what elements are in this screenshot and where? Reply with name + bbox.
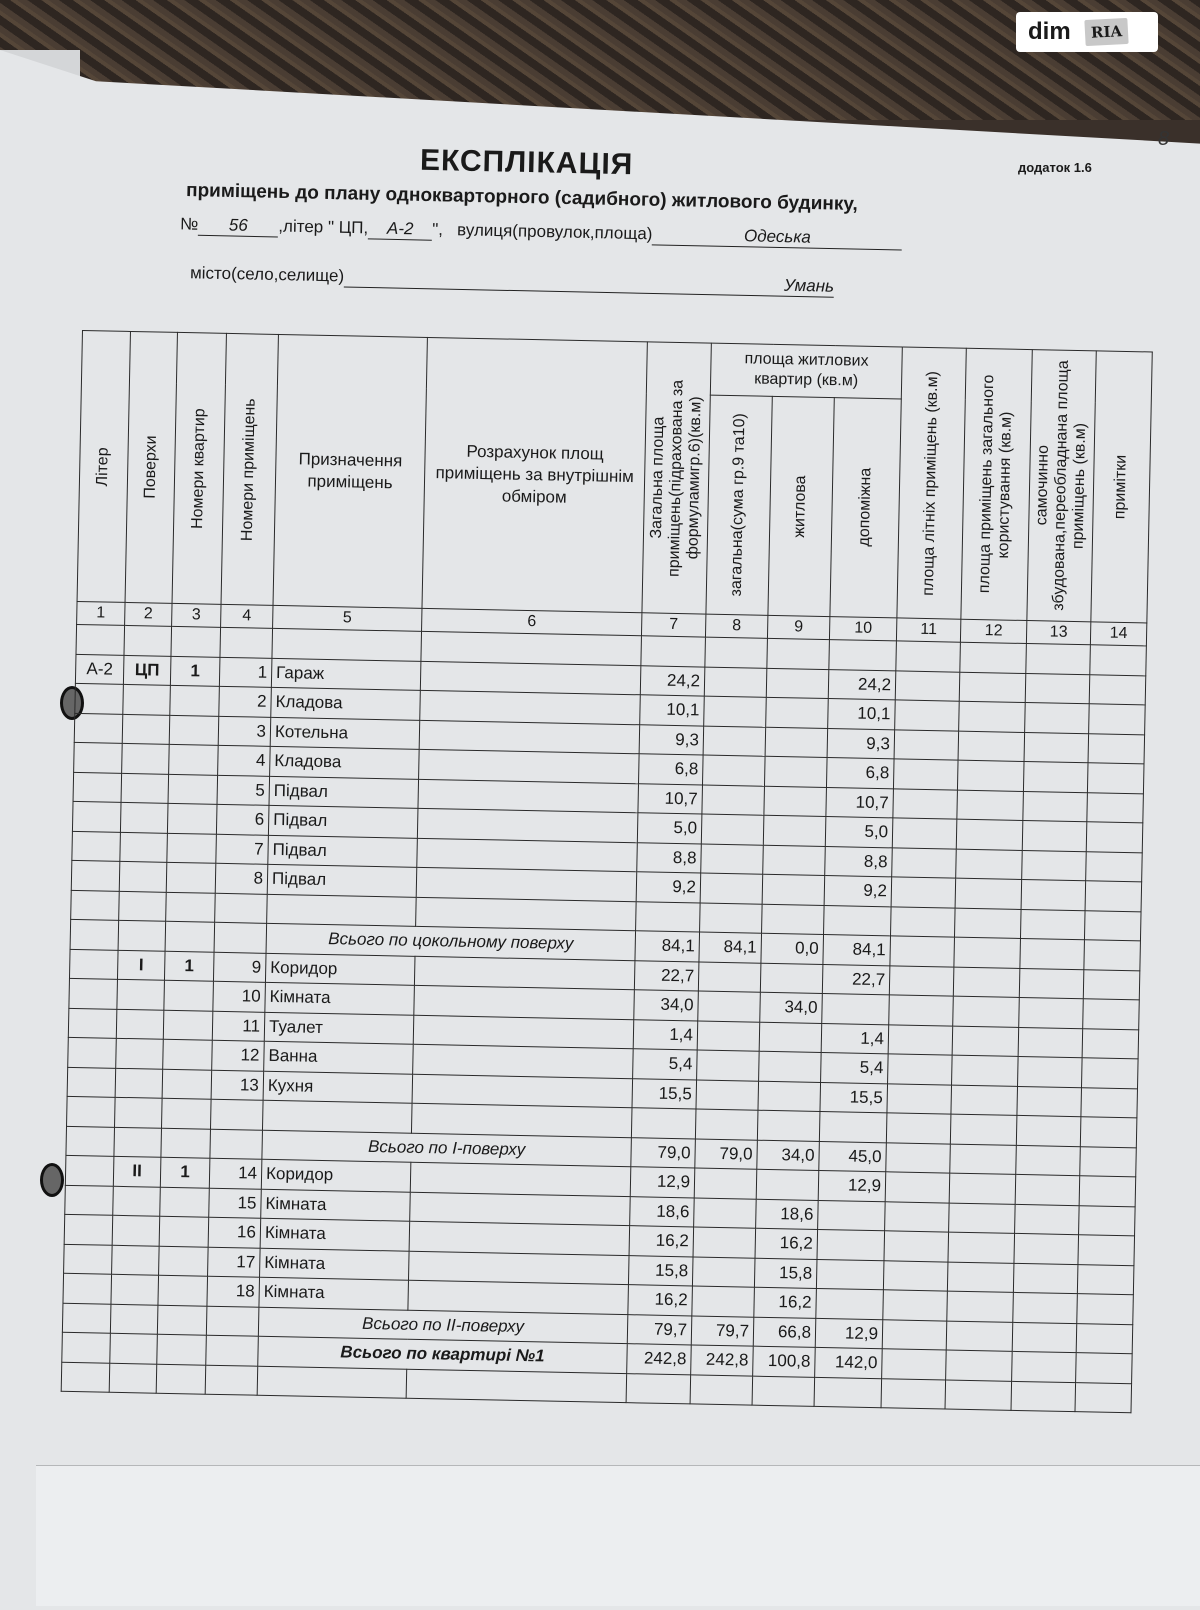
cell-purpose: Котельна xyxy=(270,717,420,749)
cell-auxiliary: 12,9 xyxy=(818,1170,886,1201)
cell-room-number: 7 xyxy=(216,834,269,865)
cell-purpose: Гараж xyxy=(271,658,421,690)
cell-auxiliary: 24,2 xyxy=(828,669,896,700)
cell-room-number: 10 xyxy=(213,981,266,1012)
street-label: вулиця(провулок,площа) xyxy=(456,220,653,244)
cell-total-area: 8,8 xyxy=(637,842,702,873)
cell-general: 84,1 xyxy=(699,932,762,963)
column-number: 1 xyxy=(77,601,125,625)
cell-room-number: 1 xyxy=(219,657,272,688)
cell-room-number: 12 xyxy=(212,1040,265,1071)
col-header-common: площа приміщень загального користування (кв.м) xyxy=(961,348,1032,620)
col-header-summer: площа літніх приміщень (кв.м) xyxy=(897,347,966,619)
cell-purpose: Підвал xyxy=(267,864,417,896)
column-number: 12 xyxy=(960,619,1026,643)
cell-auxiliary: 15,5 xyxy=(820,1082,888,1113)
col-header-total-area: Загальна площа приміщень(підрахована за формуламигр.6)(кв.м) xyxy=(642,342,711,614)
col-header-living: житлова xyxy=(768,396,834,617)
explication-table xyxy=(61,330,1153,1413)
cell-total-area: 24,2 xyxy=(640,665,705,696)
cell-room-number: 13 xyxy=(211,1070,264,1101)
document-subtitle: приміщень до плану однокварторного (садибного) житлового будинку, xyxy=(185,179,858,216)
cell-total-area: 9,2 xyxy=(636,872,701,903)
cell-total-area: 12,9 xyxy=(630,1167,695,1198)
cell-room-number: 14 xyxy=(209,1158,262,1189)
cell-purpose: Коридор xyxy=(261,1159,411,1191)
cell-auxiliary: 45,0 xyxy=(819,1141,887,1172)
cell-living: 34,0 xyxy=(760,992,823,1023)
cell-total-area: 10,7 xyxy=(638,783,703,814)
column-number: 13 xyxy=(1026,621,1090,645)
col-header-general: загальна(сума гр.9 та10) xyxy=(706,395,772,616)
cell-total-area: 18,6 xyxy=(630,1196,695,1227)
cell-total-area: 79,7 xyxy=(627,1314,692,1345)
cell-living: 34,0 xyxy=(757,1140,820,1171)
cell-floor: І xyxy=(117,950,165,980)
cell-auxiliary: 22,7 xyxy=(822,964,890,995)
cell-purpose: Підвал xyxy=(268,805,418,837)
cell-floor: ІІ xyxy=(113,1156,161,1186)
grand-total-label: Всього по квартирі №1 xyxy=(258,1336,628,1373)
liter-value: А-2 xyxy=(368,218,432,240)
cell-purpose: Кімната xyxy=(261,1189,411,1221)
cell-room-number: 6 xyxy=(216,804,269,835)
cell-auxiliary: 9,2 xyxy=(824,876,892,907)
cell-purpose: Кімната xyxy=(260,1218,410,1250)
cell-total-area: 22,7 xyxy=(634,960,699,991)
cell-apartment: 1 xyxy=(160,1157,210,1187)
cell-total-area: 242,8 xyxy=(627,1344,692,1375)
cell-auxiliary: 84,1 xyxy=(823,935,891,966)
watermark-badge: RIA xyxy=(1084,18,1128,46)
cell-room-number: 8 xyxy=(215,863,268,894)
column-number: 14 xyxy=(1090,622,1146,646)
cell-room-number: 3 xyxy=(218,716,271,747)
cell-room-number: 11 xyxy=(212,1011,265,1042)
cell-auxiliary: 10,1 xyxy=(828,699,896,730)
column-number: 6 xyxy=(422,608,642,635)
cell-room-number: 18 xyxy=(207,1276,260,1307)
cell-purpose: Туалет xyxy=(264,1012,414,1044)
cell-auxiliary: 5,0 xyxy=(825,817,893,848)
watermark-logo xyxy=(1016,12,1158,52)
cell-total-area: 84,1 xyxy=(635,931,700,962)
col-header-unauthorized: самочинно збудована,переобладнана площа приміщень (кв.м) xyxy=(1027,350,1096,622)
cell-purpose: Ванна xyxy=(264,1041,414,1073)
column-number: 3 xyxy=(172,603,221,627)
cell-auxiliary: 9,3 xyxy=(827,728,895,759)
city-value: Умань xyxy=(344,266,834,297)
cell-total-area: 9,3 xyxy=(639,724,704,755)
liter-label: ,літер " ЦП, xyxy=(278,216,369,238)
cell-purpose: Підвал xyxy=(269,776,419,808)
column-number: 10 xyxy=(829,617,896,641)
subtotal-label: Всього по І-поверху xyxy=(262,1130,632,1167)
cell-auxiliary: 12,9 xyxy=(815,1318,883,1349)
liter-close: ", xyxy=(432,219,444,239)
cell-total-area: 5,4 xyxy=(633,1049,698,1080)
col-header-purpose: Призначення приміщень xyxy=(273,334,427,608)
col-header-notes: примітки xyxy=(1091,351,1152,623)
cell-purpose: Кімната xyxy=(260,1248,410,1280)
cell-living: 16,2 xyxy=(754,1287,817,1318)
cell-living: 18,6 xyxy=(756,1199,819,1230)
column-number: 2 xyxy=(125,602,172,626)
column-number: 7 xyxy=(641,613,705,637)
cell-auxiliary: 6,8 xyxy=(826,758,894,789)
subtotal-label: Всього по цокольному поверху xyxy=(266,923,636,960)
number-label: № xyxy=(179,214,199,234)
col-header-room-number: Номери приміщень xyxy=(221,333,278,605)
cell-total-area: 6,8 xyxy=(639,754,704,785)
city-label: місто(село,селище) xyxy=(189,263,345,286)
cell-room-number: 16 xyxy=(208,1217,261,1248)
cell-total-area: 5,0 xyxy=(637,813,702,844)
cell-purpose: Підвал xyxy=(268,835,418,867)
cell-purpose: Кімната xyxy=(265,982,415,1014)
watermark-brand: dim xyxy=(1028,18,1071,45)
cell-auxiliary: 1,4 xyxy=(821,1023,889,1054)
overlapping-sheet xyxy=(36,1465,1200,1606)
column-number: 11 xyxy=(896,618,960,642)
subtotal-label: Всього по ІІ-поверху xyxy=(258,1307,628,1344)
document-title: ЕКСПЛІКАЦІЯ xyxy=(419,143,634,182)
cell-living: 66,8 xyxy=(753,1317,816,1348)
col-header-living-group: площа житлових квартир (кв.м) xyxy=(710,343,902,398)
cell-room-number: 5 xyxy=(217,775,270,806)
cell-purpose: Кухня xyxy=(263,1071,413,1103)
cell-living: 100,8 xyxy=(753,1346,816,1377)
cell-room-number: 4 xyxy=(218,745,271,776)
col-header-apartment: Номери квартир xyxy=(172,332,226,604)
cell-liter: А-2 xyxy=(75,654,124,684)
cell-general: 79,7 xyxy=(691,1315,754,1346)
cell-general: 79,0 xyxy=(695,1138,758,1169)
cell-auxiliary: 5,4 xyxy=(821,1052,889,1083)
cell-total-area: 16,2 xyxy=(629,1226,694,1257)
cell-room-number: 2 xyxy=(219,686,272,717)
cell-living: 15,8 xyxy=(754,1258,817,1289)
column-number: 9 xyxy=(767,615,829,639)
cell-purpose: Кладова xyxy=(271,687,421,719)
cell-purpose: Кладова xyxy=(270,746,420,778)
cell-total-area: 1,4 xyxy=(633,1019,698,1050)
col-header-auxiliary: допоміжна xyxy=(830,397,901,618)
binder-hole-icon xyxy=(40,1163,64,1197)
appendix-label: додаток 1.6 xyxy=(1018,160,1092,175)
column-number: 5 xyxy=(273,605,422,631)
col-header-calculation: Розрахунок площ приміщень за внутрішнім обміром xyxy=(422,337,647,612)
cell-purpose: Коридор xyxy=(265,953,415,985)
cell-total-area: 79,0 xyxy=(631,1137,696,1168)
cell-auxiliary: 10,7 xyxy=(826,787,894,818)
cell-purpose: Кімната xyxy=(259,1277,409,1309)
cell-auxiliary: 142,0 xyxy=(815,1347,883,1378)
cell-total-area: 34,0 xyxy=(634,990,699,1021)
cell-total-area: 16,2 xyxy=(628,1285,693,1316)
col-header-liter: Літер xyxy=(77,331,130,603)
cell-total-area: 15,8 xyxy=(628,1255,693,1286)
cell-apartment: 1 xyxy=(164,951,214,981)
cell-total-area: 10,1 xyxy=(640,695,705,726)
cell-auxiliary: 8,8 xyxy=(825,846,893,877)
column-number: 8 xyxy=(705,614,767,638)
cell-living: 16,2 xyxy=(755,1228,818,1259)
cell-living: 0,0 xyxy=(761,933,824,964)
cell-room-number: 15 xyxy=(209,1188,262,1219)
street-value: Одеська xyxy=(652,224,902,250)
cell-general: 242,8 xyxy=(691,1345,754,1376)
column-number: 4 xyxy=(221,604,273,628)
cell-total-area: 15,5 xyxy=(632,1078,697,1109)
margin-note: 8 xyxy=(1158,128,1170,150)
cell-room-number: 9 xyxy=(213,952,266,983)
col-header-floor: Поверхи xyxy=(125,331,177,603)
cell-room-number: 17 xyxy=(208,1247,261,1278)
number-value: 56 xyxy=(198,215,278,238)
cell-floor: ЦП xyxy=(123,655,171,685)
cell-apartment: 1 xyxy=(170,656,220,686)
